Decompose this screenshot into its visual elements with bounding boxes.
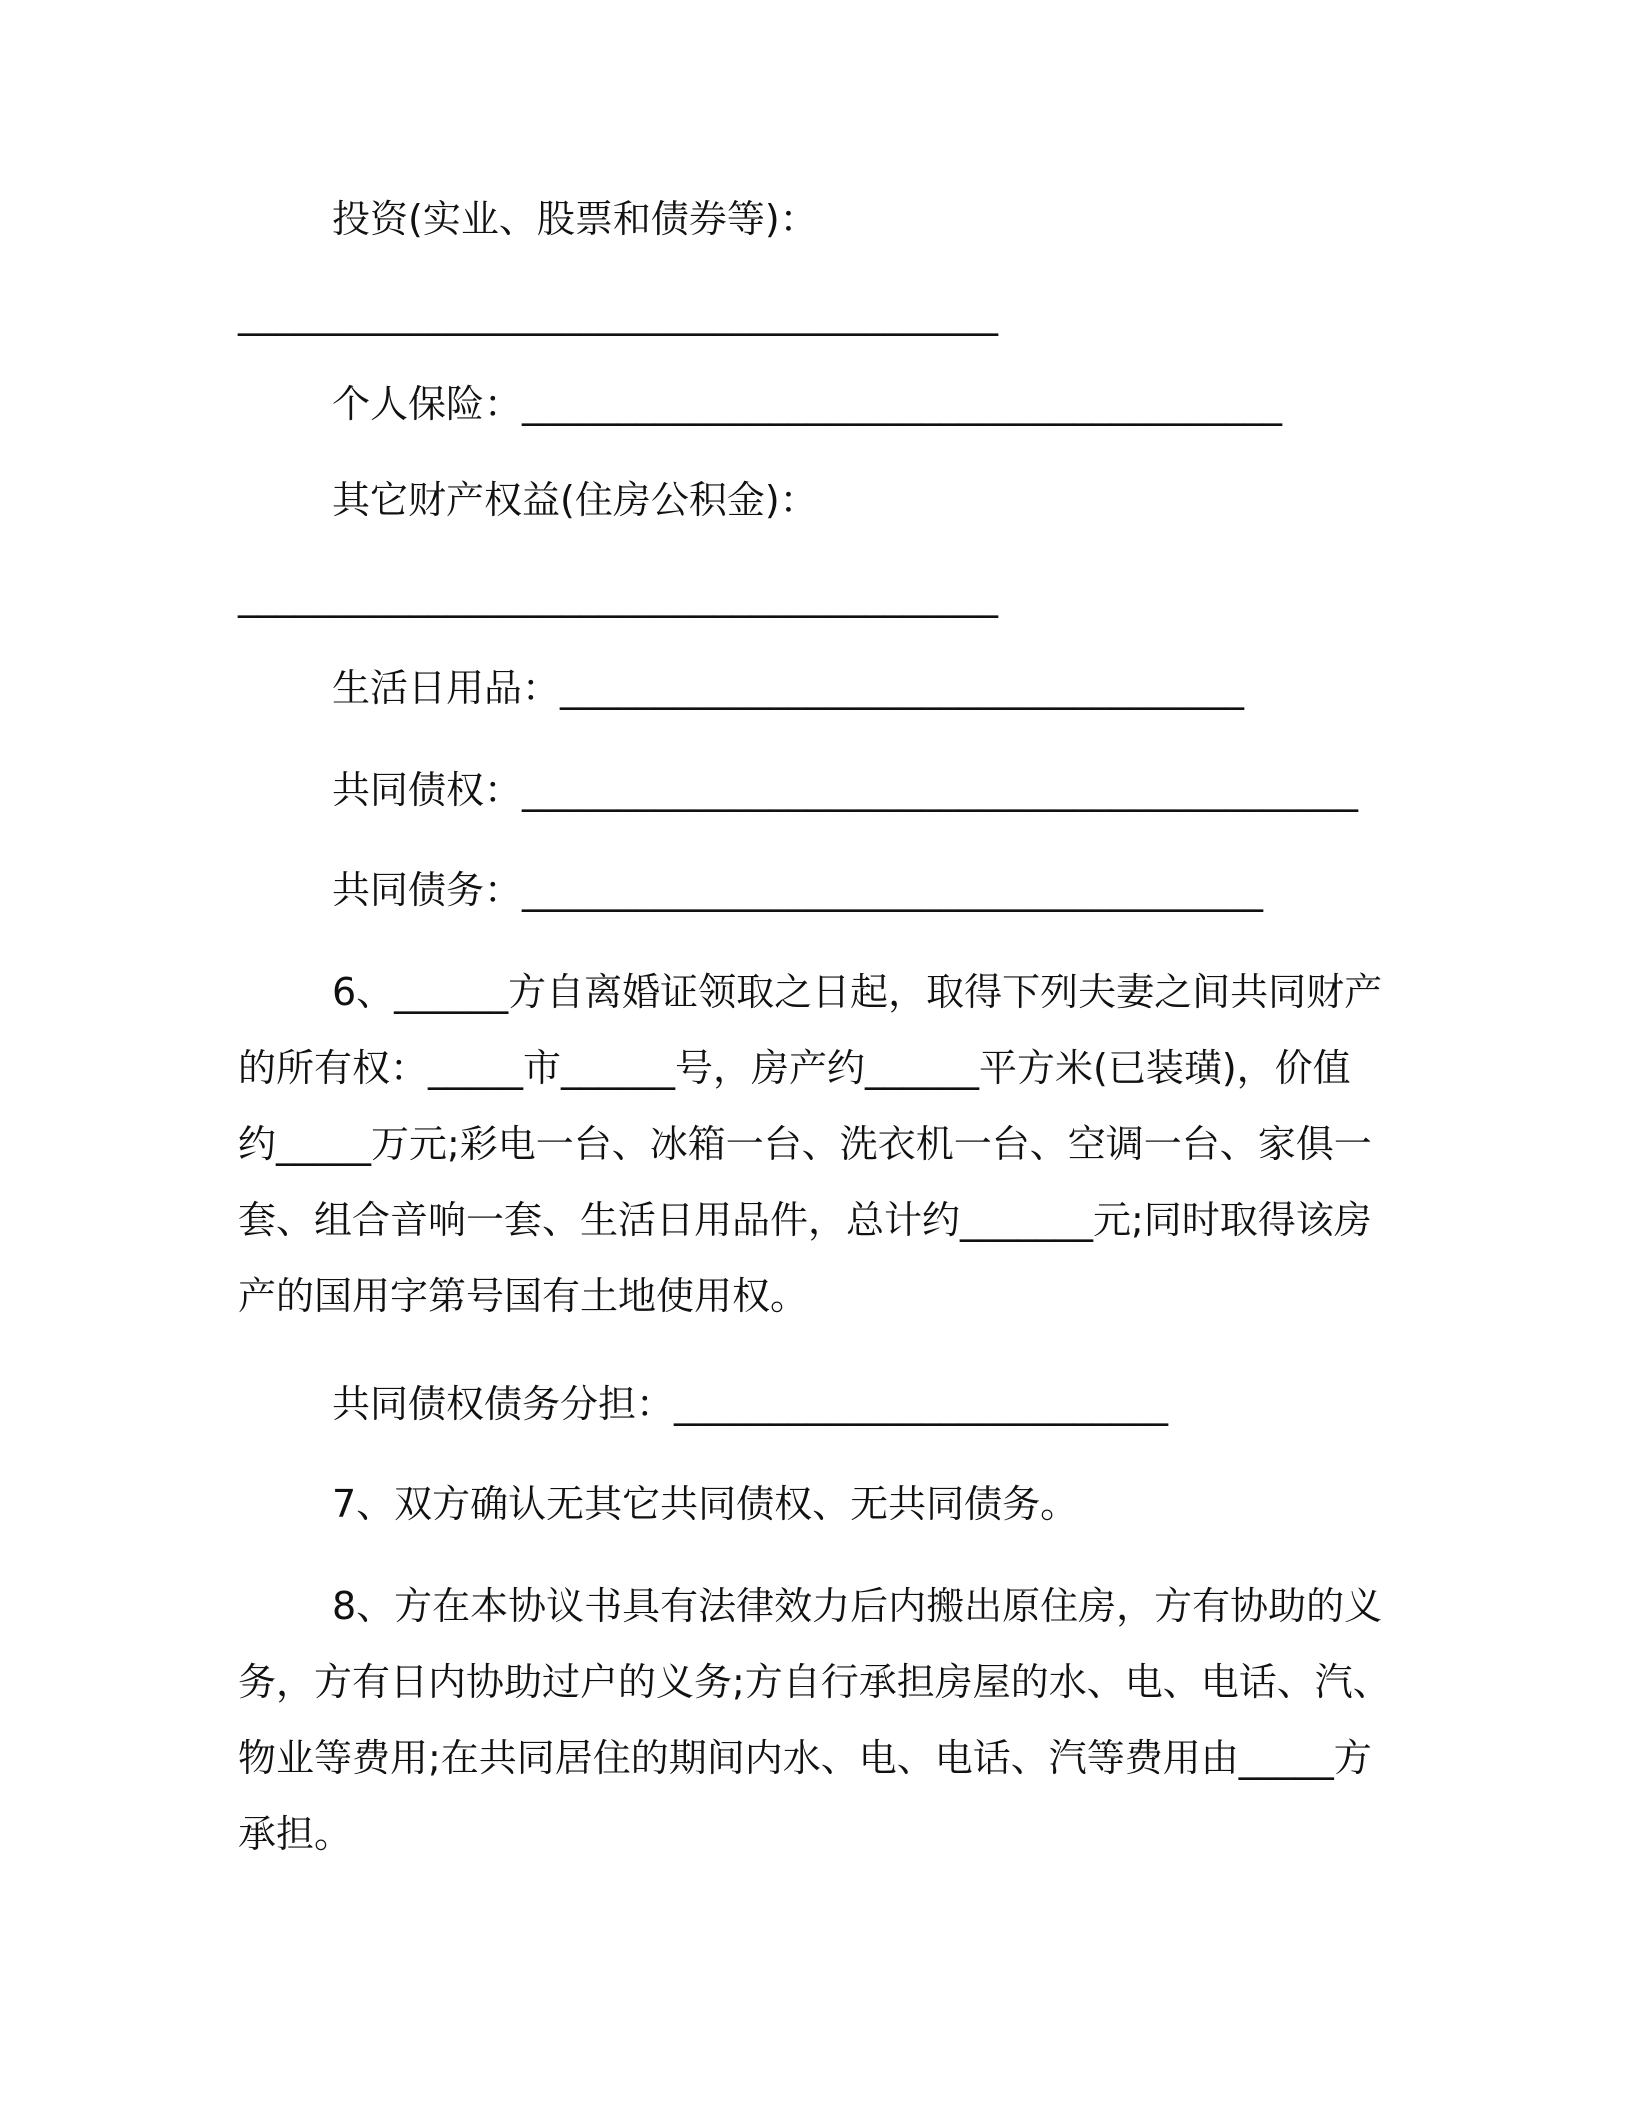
clause-8-line-1: 8、方在本协议书具有法律效力后内搬出原住房，方有协助的义 — [332, 1584, 1383, 1628]
clause-6-line-1: 6、______方自离婚证领取之日起，取得下列夫妻之间共同财产 — [332, 970, 1383, 1014]
daily-goods-line: 生活日用品：____________________________________ — [332, 666, 1245, 710]
clause-6-line-5: 产的国用字第号国有土地使用权。 — [238, 1274, 809, 1318]
clause-6-line-3: 约_____万元;彩电一台、冰箱一台、洗衣机一台、空调一台、家俱一 — [238, 1122, 1372, 1166]
other-property-blank: ________________________________________ — [238, 574, 998, 618]
clause-6-line-2: 的所有权：_____市______号，房产约______平方米(已装璜)，价值 — [238, 1046, 1351, 1090]
joint-claims-line: 共同债权：____________________________________________ — [332, 768, 1359, 812]
investment-label: 投资(实业、股票和债券等)： — [332, 197, 818, 241]
sharing-line: 共同债权债务分担：__________________________ — [332, 1382, 1169, 1426]
insurance-line: 个人保险：________________________________________ — [332, 382, 1283, 426]
clause-8-line-2: 务，方有日内协助过户的义务;方自行承担房屋的水、电、电话、汽、 — [238, 1660, 1391, 1704]
joint-debts-line: 共同债务：_______________________________________ — [332, 868, 1264, 912]
clause-7: 7、双方确认无其它共同债权、无共同债务。 — [332, 1482, 1079, 1526]
investment-blank: ________________________________________ — [238, 292, 998, 336]
other-property-label: 其它财产权益(住房公积金)： — [332, 478, 818, 522]
clause-8-line-3: 物业等费用;在共同居住的期间内水、电、电话、汽等费用由_____方 — [238, 1736, 1372, 1780]
clause-8-line-4: 承担。 — [238, 1812, 353, 1856]
clause-6-line-4: 套、组合音响一套、生活日用品件，总计约_______元;同时取得该房 — [238, 1198, 1372, 1242]
